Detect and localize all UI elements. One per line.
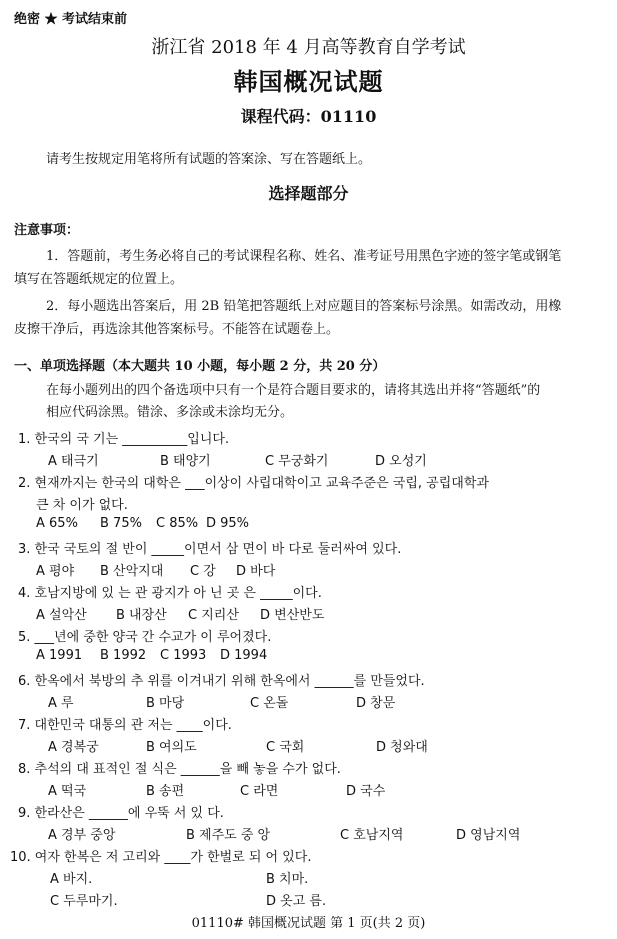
q1-option-c: C 무궁화기 xyxy=(265,454,329,469)
question-7: 7. 대한민국 대통의 관 저는 ____이다. xyxy=(18,718,232,733)
question-4: 4. 호남지방에 있 는 관 광지가 아 닌 곳 은 _____이다. xyxy=(18,586,322,601)
q10-option-c: C 두루마기. xyxy=(50,894,118,909)
q9-option-d: D 영남지역 xyxy=(456,828,521,843)
q7-option-c: C 국회 xyxy=(266,740,305,755)
q3-option-c: C 강 xyxy=(190,564,216,579)
question-1: 1. 한국의 국 기는 __________입니다. xyxy=(18,432,230,447)
question-10: 10. 여자 한복은 저 고리와 ____가 한벌로 되 어 있다. xyxy=(10,850,312,865)
q10-option-b: B 치마. xyxy=(266,872,309,887)
q5-option-d: D 1994 xyxy=(220,648,268,663)
q1-option-b: B 태양기 xyxy=(160,454,211,469)
q2-option-b: B 75% xyxy=(100,516,142,531)
q5-option-c: C 1993 xyxy=(160,648,207,663)
section-heading: 一、单项选择题（本大题共 10 小题，每小题 2 分，共 20 分） xyxy=(14,359,386,374)
q10-option-a: A 바지. xyxy=(50,872,93,887)
q4-option-a: A 설악산 xyxy=(36,608,87,623)
q7-option-b: B 여의도 xyxy=(146,740,197,755)
page-footer: 01110# 韩国概况试题 第 1 页(共 2 页) xyxy=(191,916,426,931)
q9-option-a: A 경부 중앙 xyxy=(48,828,116,843)
q8-option-a: A 떡국 xyxy=(48,784,87,799)
q3-option-d: D 바다 xyxy=(236,564,276,579)
notes-heading: 注意事项： xyxy=(14,223,80,238)
question-6: 6. 한옥에서 북방의 추 위를 이겨내기 위해 한옥에서 ______를 만들었다. xyxy=(18,674,425,689)
q8-option-b: B 송편 xyxy=(146,784,185,799)
question-8: 8. 추석의 대 표적인 절 식은 ______을 빼 놓을 수가 없다. xyxy=(18,762,341,777)
q6-option-d: D 창문 xyxy=(356,696,396,711)
q4-option-b: B 내장산 xyxy=(116,608,167,623)
question-5: 5. ___년에 중한 양국 간 수교가 이 루어졌다. xyxy=(18,630,272,645)
note-1-line-1: 1．答题前，考生务必将自己的考试课程名称、姓名、准考证号用黑色字迹的签字笔或钢笔 xyxy=(46,249,562,264)
q9-option-c: C 호남지역 xyxy=(340,828,404,843)
exam-session-line: 浙江省 2018 年 4 月高等教育自学考试 xyxy=(151,37,466,58)
q7-option-d: D 청와대 xyxy=(376,740,428,755)
q7-option-a: A 경복궁 xyxy=(48,740,99,755)
question-3: 3. 한국 국토의 절 반이 _____이면서 삼 면이 바 다로 둘러싸여 있다. xyxy=(18,542,402,557)
course-code: 课程代码：01110 xyxy=(240,107,377,126)
question-9: 9. 한라산은 ______에 우뚝 서 있 다. xyxy=(18,806,224,821)
q2-option-c: C 85% xyxy=(156,516,199,531)
q8-option-d: D 국수 xyxy=(346,784,386,799)
q1-option-a: A 태극기 xyxy=(48,454,99,469)
note-2-line-1: 2．每小题选出答案后，用 2B 铅笔把答题纸上对应题目的答案标号涂黑。如需改动，用橡 xyxy=(46,299,562,314)
confidential-mark: 绝密 ★ 考试结束前 xyxy=(14,12,128,27)
q6-option-b: B 마당 xyxy=(146,696,185,711)
exam-title: 韩国概况试题 xyxy=(233,67,384,96)
question-2-cont: 큰 차 이가 없다. xyxy=(36,498,128,513)
q3-option-a: A 평야 xyxy=(36,564,75,579)
note-1-line-2: 填写在答题纸规定的位置上。 xyxy=(14,272,184,287)
part-title: 选择题部分 xyxy=(268,184,349,203)
q4-option-c: C 지리산 xyxy=(188,608,239,623)
q6-option-a: A 루 xyxy=(48,696,74,711)
section-desc-line-2: 相应代码涂黑。错涂、多涂或未涂均无分。 xyxy=(46,405,294,420)
general-instruction: 请考生按规定用笔将所有试题的答案涂、写在答题纸上。 xyxy=(46,152,372,167)
q10-option-d: D 옷고 름. xyxy=(266,894,327,909)
note-2-line-2: 皮擦干净后，再选涂其他答案标号。不能答在试题卷上。 xyxy=(14,322,340,337)
q6-option-c: C 온돌 xyxy=(250,696,289,711)
q1-option-d: D 오성기 xyxy=(375,454,427,469)
q2-option-d: D 95% xyxy=(206,516,250,531)
q4-option-d: D 변산반도 xyxy=(260,608,325,623)
q5-option-a: A 1991 xyxy=(36,648,83,663)
q3-option-b: B 산악지대 xyxy=(100,564,164,579)
q2-option-a: A 65% xyxy=(36,516,78,531)
section-desc-line-1: 在每小题列出的四个备选项中只有一个是符合题目要求的，请将其选出并将“答题纸”的 xyxy=(46,383,541,398)
q9-option-b: B 제주도 중 앙 xyxy=(186,828,271,843)
q5-option-b: B 1992 xyxy=(100,648,147,663)
q8-option-c: C 라면 xyxy=(240,784,279,799)
question-2: 2. 현재까지는 한국의 대학은 ___이상이 사립대학이고 교육주준은 국립, 공립대학과 xyxy=(18,476,489,491)
